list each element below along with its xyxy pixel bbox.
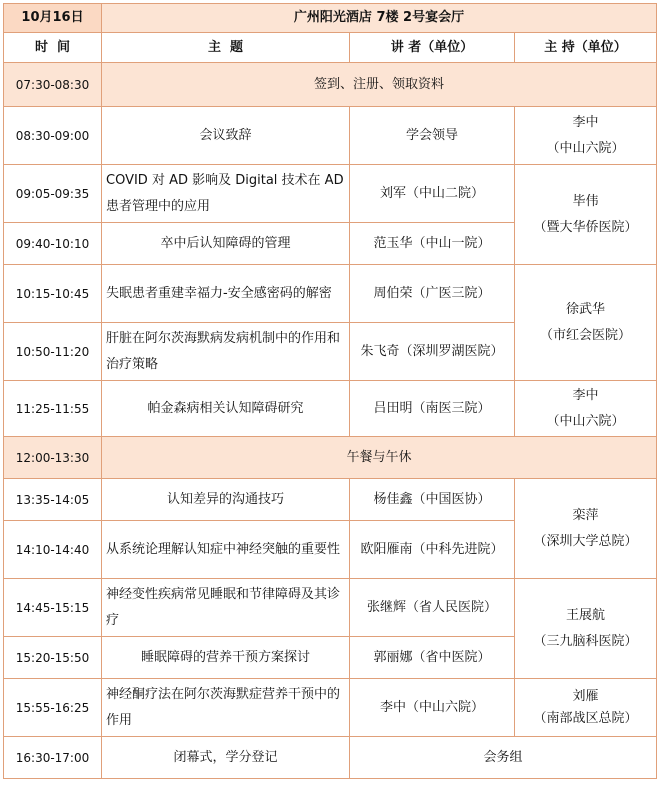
speaker-cell: 朱飞奇（深圳罗湖医院） bbox=[350, 323, 515, 381]
table-row bbox=[4, 63, 657, 107]
speaker-cell: 杨佳鑫（中国医协） bbox=[350, 479, 515, 521]
time-cell: 15:55-16:25 bbox=[4, 679, 102, 737]
topic-cell: 会议致辞 bbox=[102, 107, 350, 165]
speaker-cell: 郭丽娜（省中医院） bbox=[350, 637, 515, 679]
topic-cell: 帕金森病相关认知障碍研究 bbox=[102, 381, 350, 437]
time-cell: 09:05-09:35 bbox=[4, 165, 102, 223]
table-row bbox=[4, 737, 657, 779]
time-cell: 12:00-13:30 bbox=[4, 437, 102, 479]
speaker-cell: 刘军（中山二院） bbox=[350, 165, 515, 223]
table-row bbox=[4, 679, 657, 737]
date-cell: 10月16日 bbox=[4, 4, 102, 33]
time-cell: 09:40-10:10 bbox=[4, 223, 102, 265]
table-row bbox=[4, 107, 657, 165]
speaker-cell: 欧阳雁南（中科先进院） bbox=[350, 521, 515, 579]
topic-cell: 睡眠障碍的营养干预方案探讨 bbox=[102, 637, 350, 679]
time-cell: 15:20-15:50 bbox=[4, 637, 102, 679]
host-cell: 李中 （中山六院） bbox=[515, 107, 657, 165]
topic-cell: 认知差异的沟通技巧 bbox=[102, 479, 350, 521]
host-cell: 李中 （中山六院） bbox=[515, 381, 657, 437]
host-cell: 栾萍 （深圳大学总院） bbox=[515, 479, 657, 579]
venue-cell: 广州阳光酒店 7楼 2号宴会厅 bbox=[102, 4, 657, 33]
speaker-cell: 吕田明（南医三院） bbox=[350, 381, 515, 437]
col-host-header: 主 持（单位） bbox=[515, 33, 657, 63]
header-row bbox=[4, 4, 657, 33]
topic-cell: 神经酮疗法在阿尔茨海默症营养干预中的作用 bbox=[102, 679, 350, 737]
topic-cell: 卒中后认知障碍的管理 bbox=[102, 223, 350, 265]
table-row bbox=[4, 479, 657, 521]
table-row bbox=[4, 579, 657, 637]
column-header-row bbox=[4, 33, 657, 63]
table-row bbox=[4, 165, 657, 223]
topic-cell: COVID 对 AD 影响及 Digital 技术在 AD 患者管理中的应用 bbox=[102, 165, 350, 223]
time-cell: 16:30-17:00 bbox=[4, 737, 102, 779]
col-time-header: 时 间 bbox=[4, 33, 102, 63]
topic-cell: 失眠患者重建幸福力-安全感密码的解密 bbox=[102, 265, 350, 323]
speaker-cell: 周伯荣（广医三院） bbox=[350, 265, 515, 323]
speaker-cell: 李中（中山六院） bbox=[350, 679, 515, 737]
topic-cell: 神经变性疾病常见睡眠和节律障碍及其诊疗 bbox=[102, 579, 350, 637]
topic-cell: 从系统论理解认知症中神经突触的重要性 bbox=[102, 521, 350, 579]
topic-cell: 肝脏在阿尔茨海默病发病机制中的作用和治疗策略 bbox=[102, 323, 350, 381]
speaker-cell: 范玉华（中山一院） bbox=[350, 223, 515, 265]
table-row bbox=[4, 437, 657, 479]
time-cell: 14:10-14:40 bbox=[4, 521, 102, 579]
time-cell: 07:30-08:30 bbox=[4, 63, 102, 107]
host-cell: 王展航 （三九脑科医院） bbox=[515, 579, 657, 679]
time-cell: 11:25-11:55 bbox=[4, 381, 102, 437]
table-row bbox=[4, 381, 657, 437]
host-cell: 徐武华 （市红会医院） bbox=[515, 265, 657, 381]
time-cell: 08:30-09:00 bbox=[4, 107, 102, 165]
topic-cell: 午餐与午休 bbox=[102, 437, 657, 479]
table-row bbox=[4, 265, 657, 323]
host-cell: 毕伟 （暨大华侨医院） bbox=[515, 165, 657, 265]
speaker-cell: 会务组 bbox=[350, 737, 657, 779]
speaker-cell: 学会领导 bbox=[350, 107, 515, 165]
time-cell: 10:50-11:20 bbox=[4, 323, 102, 381]
schedule-table bbox=[3, 3, 657, 779]
time-cell: 14:45-15:15 bbox=[4, 579, 102, 637]
speaker-cell: 张继辉（省人民医院） bbox=[350, 579, 515, 637]
col-speaker-header: 讲 者（单位） bbox=[350, 33, 515, 63]
topic-cell: 签到、注册、领取资料 bbox=[102, 63, 657, 107]
host-cell: 刘雁 （南部战区总院） bbox=[515, 679, 657, 737]
time-cell: 10:15-10:45 bbox=[4, 265, 102, 323]
topic-cell: 闭幕式，学分登记 bbox=[102, 737, 350, 779]
col-topic-header: 主 题 bbox=[102, 33, 350, 63]
time-cell: 13:35-14:05 bbox=[4, 479, 102, 521]
